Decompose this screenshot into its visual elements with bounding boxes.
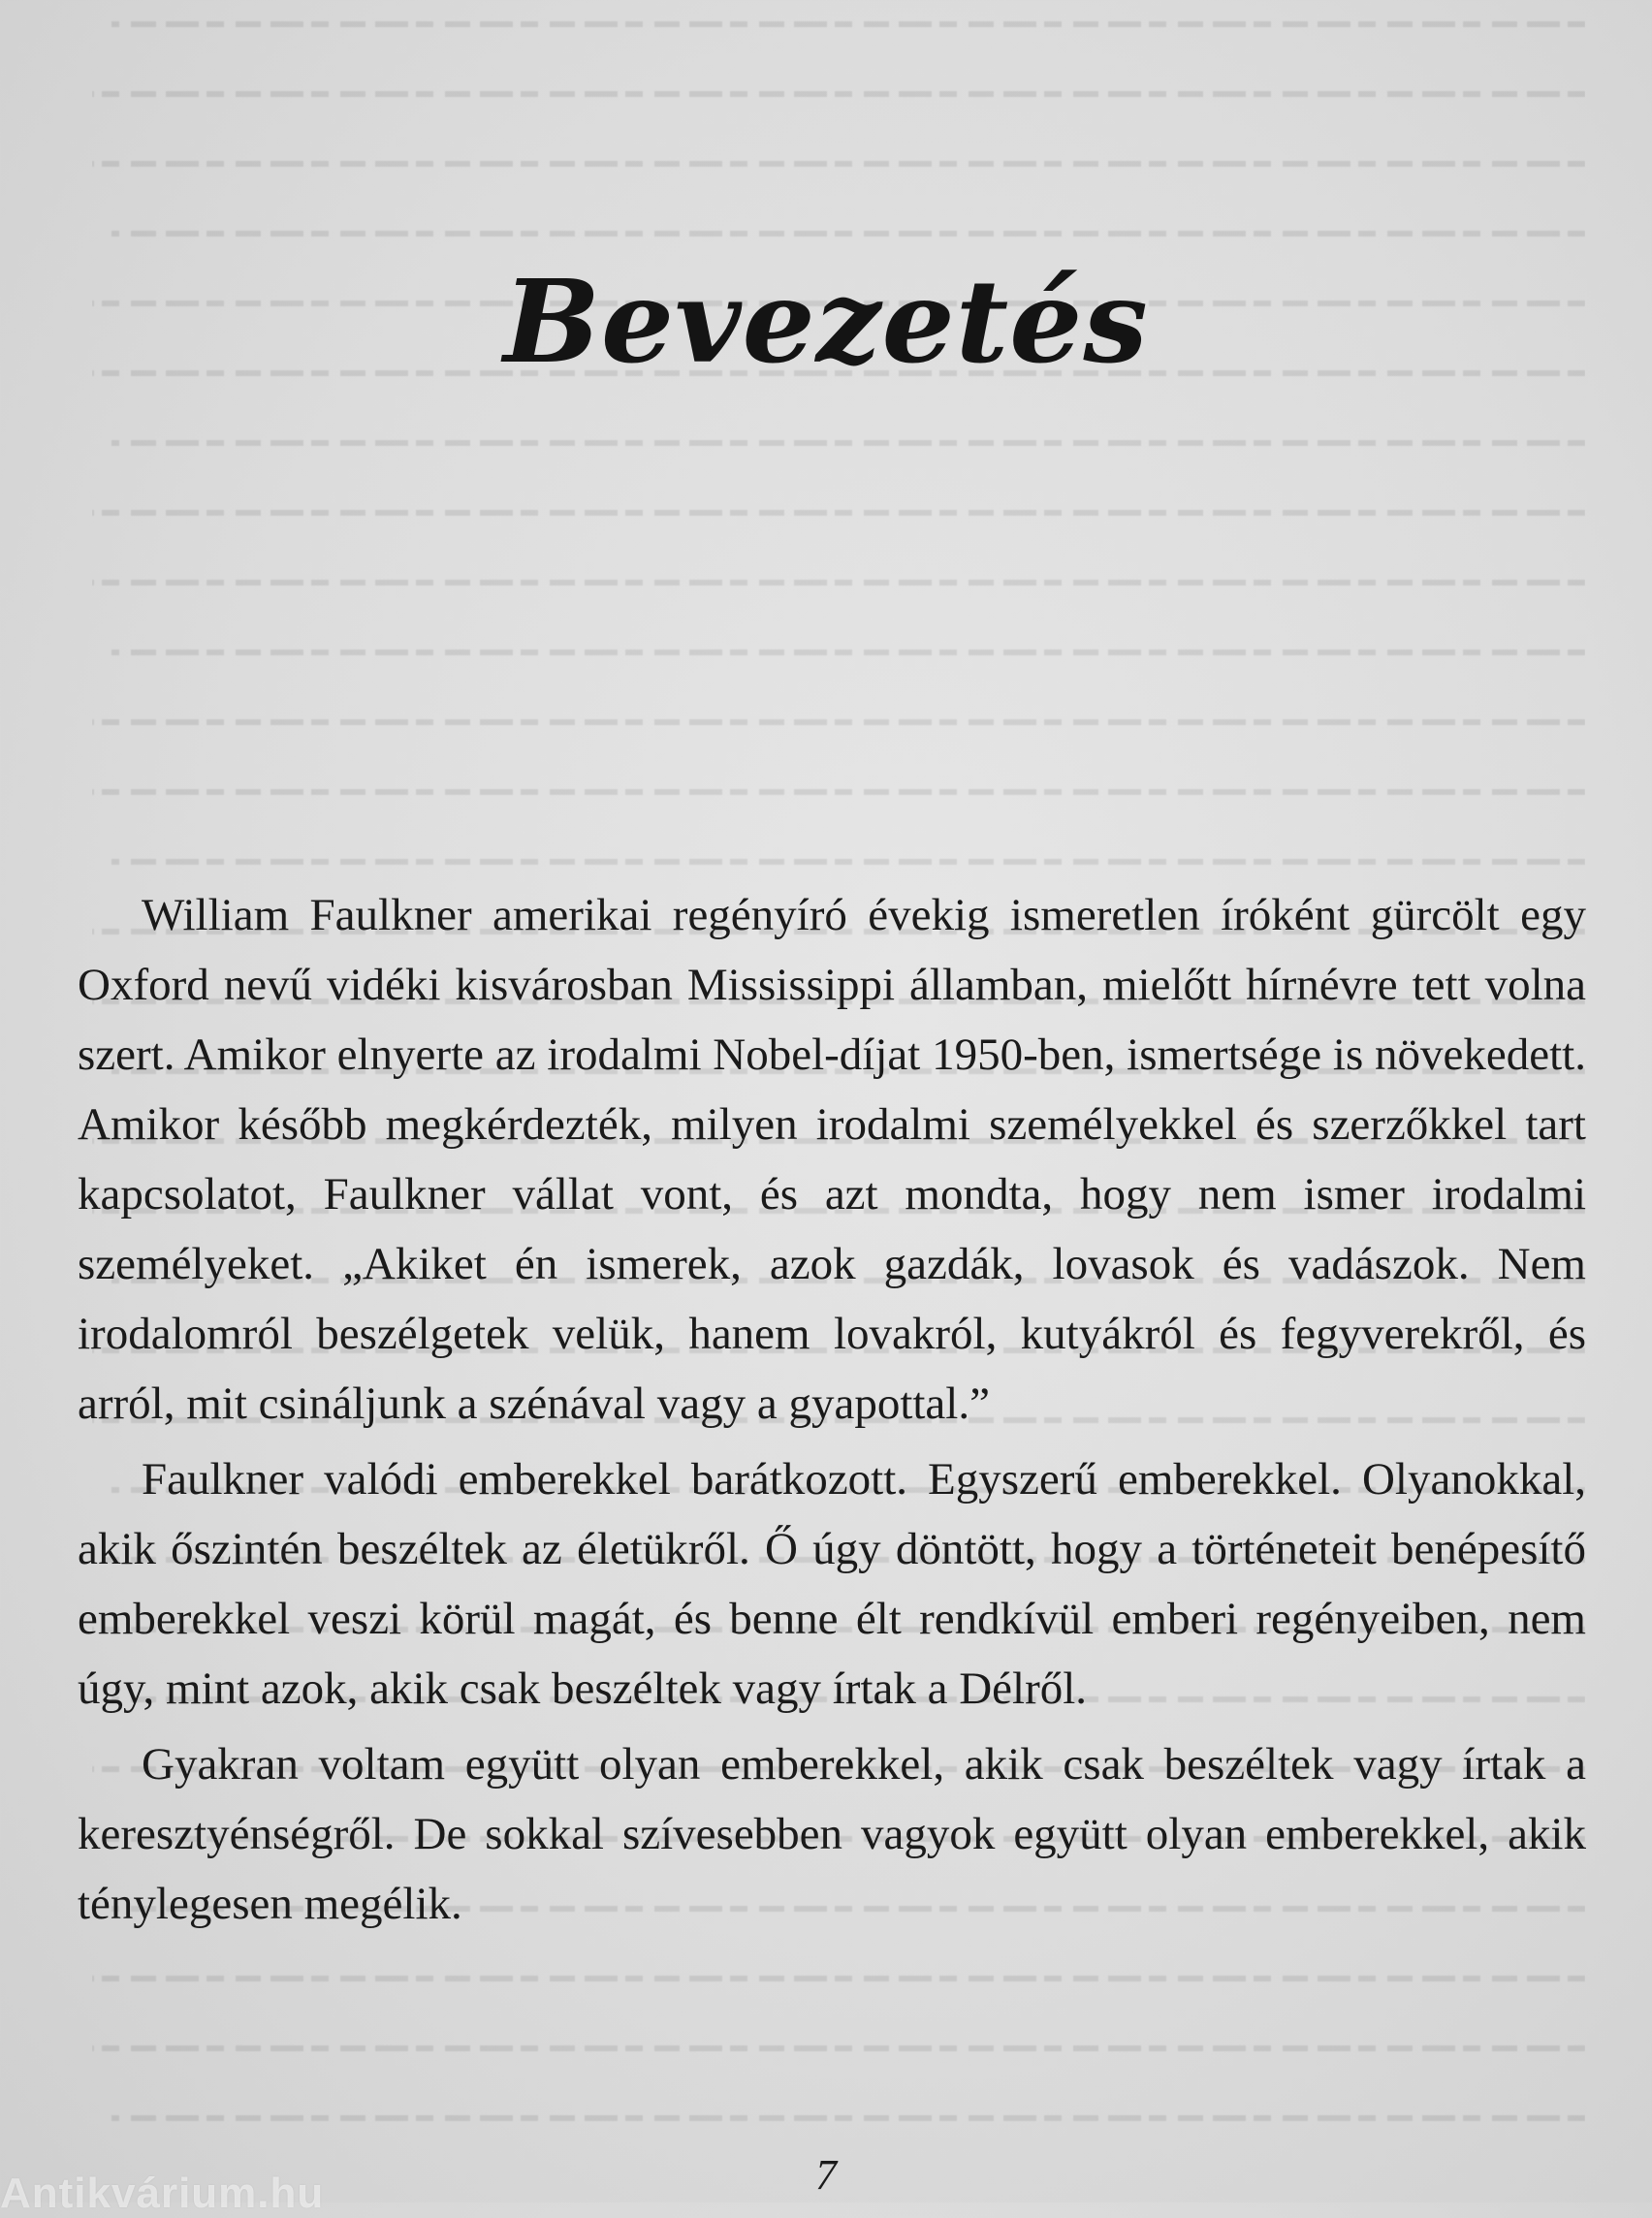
- bleed-line: [92, 78, 1585, 107]
- bleed-line: [92, 2032, 1585, 2061]
- bleed-line: [92, 1962, 1585, 1991]
- bleed-line: [92, 706, 1585, 735]
- bleed-line: [92, 566, 1585, 595]
- bleed-line: [111, 427, 1585, 456]
- paragraph-2: Faulkner valódi emberekkel barátkozott. Egyszerű emberekkel. Olyanokkal, akik őszintén beszéltek az életükről. Ő úgy döntött, hogy a történeteit benépesítő emberekkel veszi körül magát, és benne élt rendkívül emberi regényeiben, nem úgy, mint azok, akik csak beszéltek vagy írtak a Délről.: [78, 1454, 1586, 1714]
- bleed-line: [92, 776, 1585, 805]
- bleed-line: [92, 496, 1585, 525]
- bleed-line: [111, 2102, 1585, 2131]
- paragraph-3: Gyakran voltam együtt olyan emberekkel, akik csak beszéltek vagy írtak a keresztyénségről. De sokkal szívesebben vagyok együtt olyan emberekkel, akik ténylegesen megélik.: [78, 1739, 1586, 1929]
- chapter-title: Bevezetés: [503, 254, 1149, 389]
- body-text: [78, 880, 1586, 1945]
- page-number: 7: [815, 2151, 837, 2199]
- bleed-line: [111, 217, 1585, 246]
- bleed-line: [111, 8, 1585, 37]
- bleed-line: [111, 845, 1585, 874]
- watermark-logo: Antikvárium.hu: [0, 2170, 325, 2217]
- bleed-line: [92, 147, 1585, 176]
- bleed-line: [111, 636, 1585, 665]
- paragraph-1: William Faulkner amerikai regényíró évekig ismeretlen íróként gürcölt egy Oxford nevű vidéki kisvárosban Mississippi államban, mielőtt hírnévre tett volna szert. Amikor elnyerte az irodalmi Nobel-díjat 1950-ben, ismertsége is növekedett. Amikor később megkérdezték, milyen irodalmi személyekkel és szerzőkkel tart kapcsolatot, Faulkner vállat vont, és azt mondta, hogy nem ismer irodalmi személyeket. „Akiket én ismerek, azok gazdák, lovasok és vadászok. Nem irodalomról beszélgetek velük, hanem lovakról, kutyákról és fegyverekről, és arról, mit csináljunk a szénával vagy a gyapottal.”: [78, 890, 1586, 1429]
